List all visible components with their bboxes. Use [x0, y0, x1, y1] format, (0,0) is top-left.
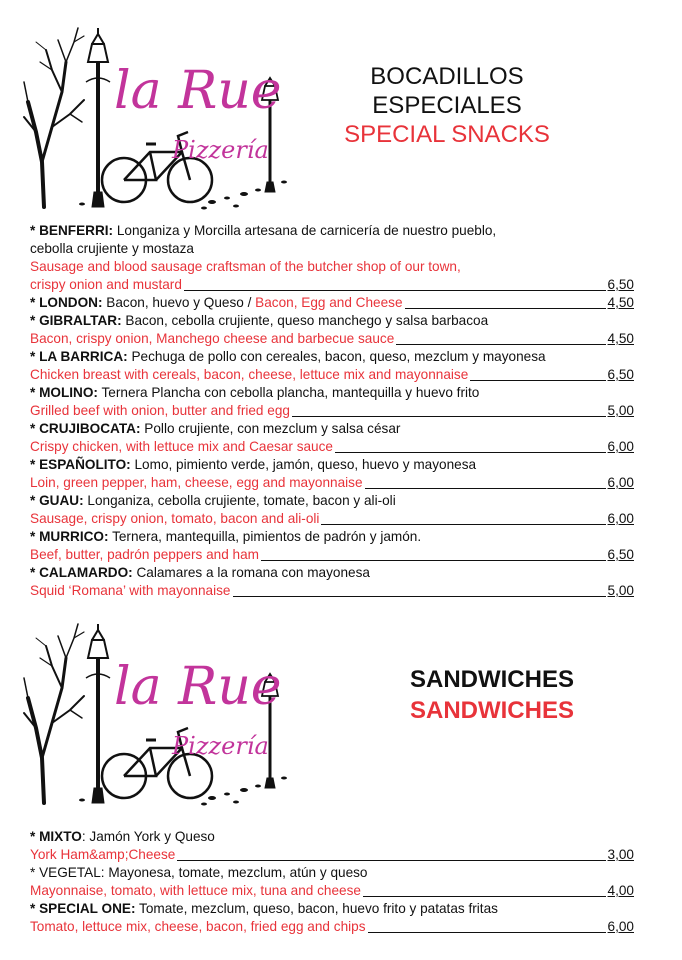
heading-es-line1: BOCADILLOS [370, 63, 524, 90]
menu-item-en: York Ham&amp;Cheese 3,00 [30, 847, 634, 862]
price: 3,00 [607, 847, 634, 862]
price: 6,50 [607, 367, 634, 382]
menu-item-en: Loin, green pepper, ham, cheese, egg and mayonnaise 6,00 [30, 475, 634, 490]
price: 6,50 [607, 547, 634, 562]
price: 4,50 [607, 295, 634, 310]
price: 5,00 [607, 583, 634, 598]
heading-es: SANDWICHES [409, 666, 574, 693]
price: 6,00 [607, 475, 634, 490]
price: 6,00 [607, 439, 634, 454]
menu-item-en: crispy onion and mustard 6,50 [30, 277, 634, 292]
menu-item-es: * SPECIAL ONE: Tomate, mezclum, queso, bacon, huevo frito y patatas fritas [30, 901, 498, 916]
price: 6,00 [607, 919, 634, 934]
section-heading-sandwiches [380, 664, 604, 726]
menu-item-es: cebolla crujiente y mostaza [30, 241, 194, 256]
menu-list-sandwiches [30, 828, 634, 936]
menu-item-en: Tomato, lettuce mix, cheese, bacon, fried egg and chips 6,00 [30, 919, 634, 934]
brand-subtitle: Pizzería [172, 136, 269, 164]
menu-item-en: Crispy chicken, with lettuce mix and Caesar sauce 6,00 [30, 439, 634, 454]
menu-item-es: * LA BARRICA: Pechuga de pollo con cereales, bacon, queso, mezclum y mayonesa [30, 349, 546, 364]
menu-item-es: * MURRICO: Ternera, mantequilla, pimientos de padrón y jamón. [30, 529, 422, 544]
menu-item-en: Sausage and blood sausage craftsman of the butcher shop of our town, [30, 259, 461, 274]
price: 6,00 [607, 511, 634, 526]
price: 4,50 [607, 331, 634, 346]
brand-subtitle: Pizzería [172, 732, 269, 760]
price: 4,00 [607, 883, 634, 898]
heading-en: SPECIAL SNACKS [344, 121, 550, 148]
menu-item-en: Bacon, crispy onion, Manchego cheese and barbecue sauce 4,50 [30, 331, 634, 346]
menu-list-bocadillos [30, 222, 634, 600]
lamp-tree-bicycle-illustration [22, 22, 292, 212]
menu-item-en: Chicken breast with cereals, bacon, cheese, lettuce mix and mayonnaise 6,50 [30, 367, 634, 382]
menu-item-en: Grilled beef with onion, butter and fried egg 5,00 [30, 403, 634, 418]
brand-name: la Rue [114, 657, 282, 717]
logo-top [22, 22, 292, 212]
menu-item-es: * CRUJIBOCATA: Pollo crujiente, con mezclum y salsa césar [30, 421, 401, 436]
logo-bottom [22, 618, 292, 808]
menu-item-es: * CALAMARDO: Calamares a la romana con mayonesa [30, 565, 370, 580]
price: 5,00 [607, 403, 634, 418]
menu-item-es: * ESPAÑOLITO: Lomo, pimiento verde, jamón, queso, huevo y mayonesa [30, 457, 477, 472]
menu-item-es: * GIBRALTAR: Bacon, cebolla crujiente, queso manchego y salsa barbacoa [30, 313, 489, 328]
menu-item-en: Squid ‘Romana’ with mayonnaise 5,00 [30, 583, 634, 598]
price: 6,50 [607, 277, 634, 292]
menu-item-es: * LONDON: Bacon, huevo y Queso / Bacon, Egg and Cheese 4,50 [30, 295, 634, 310]
menu-item-en: Sausage, crispy onion, tomato, bacon and ali-oli 6,00 [30, 511, 634, 526]
menu-item-es: * BENFERRI: Longaniza y Morcilla artesana de carnicería de nuestro pueblo, [30, 223, 497, 238]
heading-en: SANDWICHES [409, 697, 574, 724]
heading-es-line2: ESPECIALES [372, 92, 522, 119]
lamp-tree-bicycle-illustration [22, 618, 292, 808]
menu-item-es: * MIXTO: Jamón York y Queso [30, 829, 215, 844]
menu-item-es: * GUAU: Longaniza, cebolla crujiente, tomate, bacon y ali-oli [30, 493, 396, 508]
menu-item-en: Mayonnaise, tomato, with lettuce mix, tuna and cheese 4,00 [30, 883, 634, 898]
menu-item-es: * MOLINO: Ternera Plancha con cebolla plancha, mantequilla y huevo frito [30, 385, 480, 400]
section-heading-bocadillos [316, 62, 578, 149]
menu-item-es: * VEGETAL: Mayonesa, tomate, mezclum, atún y queso [30, 865, 368, 880]
brand-name: la Rue [114, 61, 282, 121]
menu-item-en: Beef, butter, padrón peppers and ham 6,50 [30, 547, 634, 562]
